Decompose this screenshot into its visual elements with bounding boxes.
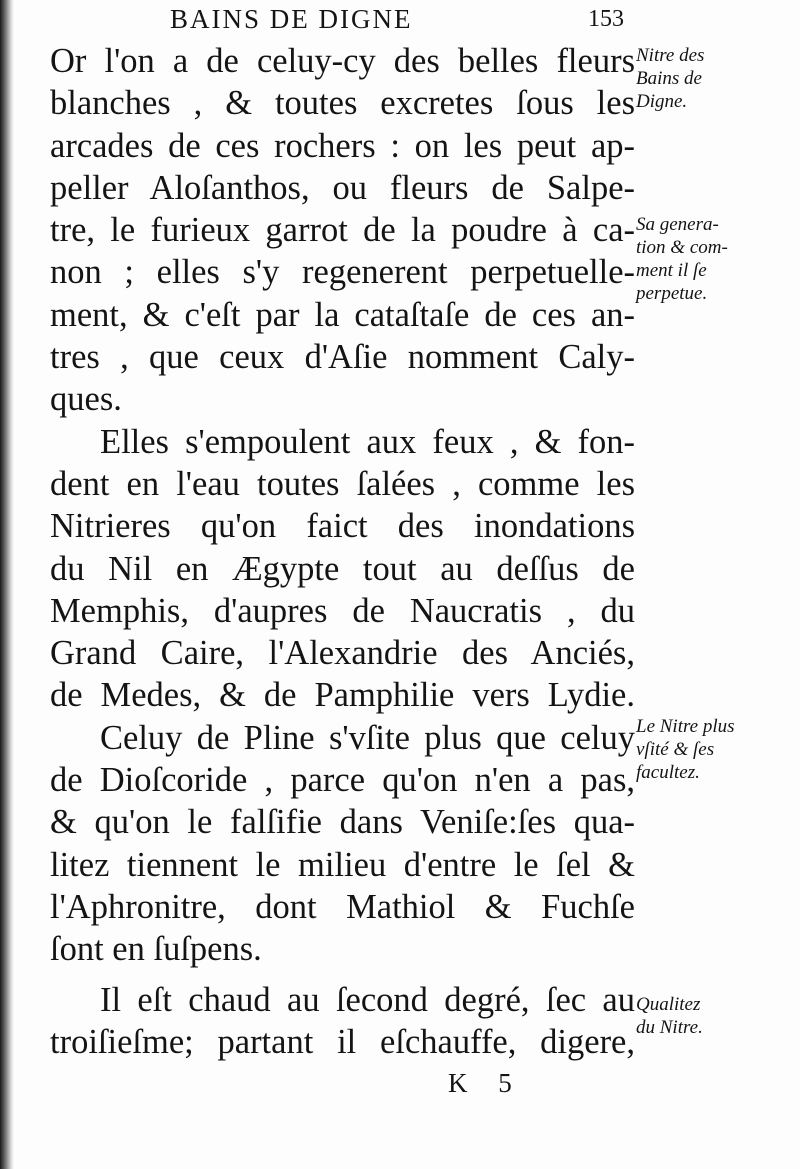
margin-note-line: tion & com- (636, 237, 728, 258)
margin-note-line: facultez. (636, 762, 700, 783)
text-line: peller Aloſanthos, ou fleurs de Salpe- (50, 168, 635, 207)
text-line: blanches , & toutes excretes ſous les (50, 84, 635, 123)
text-line: tres , que ceux d'Aſie nomment Caly- (50, 338, 635, 377)
margin-note-line: ment il ſe (636, 260, 707, 281)
text-line: tre, le furieux garrot de la poudre à ca- (50, 211, 635, 250)
text-line: Memphis, d'aupres de Naucratis , du (50, 591, 635, 630)
gutter-shadow (0, 0, 14, 1169)
margin-note-line: du Nitre. (636, 1017, 703, 1038)
margin-note-nitre (636, 44, 796, 113)
text-line: & qu'on le falſifie dans Veniſe:ſes qua- (50, 803, 635, 842)
text-line: ques. (50, 380, 122, 419)
margin-note-line: Bains de (636, 68, 702, 89)
signature-mark: K 5 (448, 1068, 524, 1098)
margin-note-line: vſité & ſes (636, 739, 715, 760)
margin-note-qualitez (636, 993, 796, 1039)
margin-note-line: Digne. (636, 91, 688, 112)
margin-note-line: Le Nitre plus (636, 716, 735, 737)
text-line: ſont en ſuſpens. (50, 930, 262, 969)
margin-note-facultez (636, 715, 796, 784)
text-line: Il eſt chaud au ſecond degré, ſec au (100, 980, 635, 1019)
text-line: dent en l'eau toutes ſalées , comme les (50, 464, 635, 503)
text-line: arcades de ces rochers : on les peut ap- (50, 126, 635, 165)
text-line: Nitrieres qu'on faict des inondations (50, 507, 635, 546)
text-line: ment, & c'eſt par la cataſtaſe de ces an- (50, 295, 635, 334)
text-line: Elles s'empoulent aux feux , & fon- (100, 422, 635, 461)
text-line: l'Aphronitre, dont Mathiol & Fuchſe (50, 887, 635, 926)
text-line: litez tiennent le milieu d'entre le ſel & (50, 845, 635, 884)
text-line: troiſieſme; partant il eſchauffe, digere, (50, 1022, 635, 1061)
text-line: Or l'on a de celuy-cy des belles fleurs (50, 42, 635, 80)
body-text (50, 40, 635, 1063)
margin-note-line: perpetue. (636, 283, 708, 304)
margin-note-line: Qualitez (636, 994, 701, 1015)
text-line: Celuy de Pline s'vſite plus que celuy (100, 718, 635, 757)
text-line: non ; elles s'y regenerent perpetuelle- (50, 253, 635, 292)
margin-note-generation (636, 213, 796, 305)
page-number: 153 (588, 6, 624, 32)
running-title: BAINS DE DIGNE (170, 4, 413, 34)
text-line: Grand Caire, l'Alexandrie des Anciés, (50, 634, 635, 673)
margin-note-line: Sa genera- (636, 214, 719, 235)
margin-note-line: Nitre des (636, 45, 705, 66)
text-line: de Dioſcoride , parce qu'on n'en a pas, (50, 761, 635, 800)
text-line: de Medes, & de Pamphilie vers Lydie. (50, 676, 635, 715)
text-line: du Nil en Ægypte tout au deſſus de (50, 549, 635, 588)
